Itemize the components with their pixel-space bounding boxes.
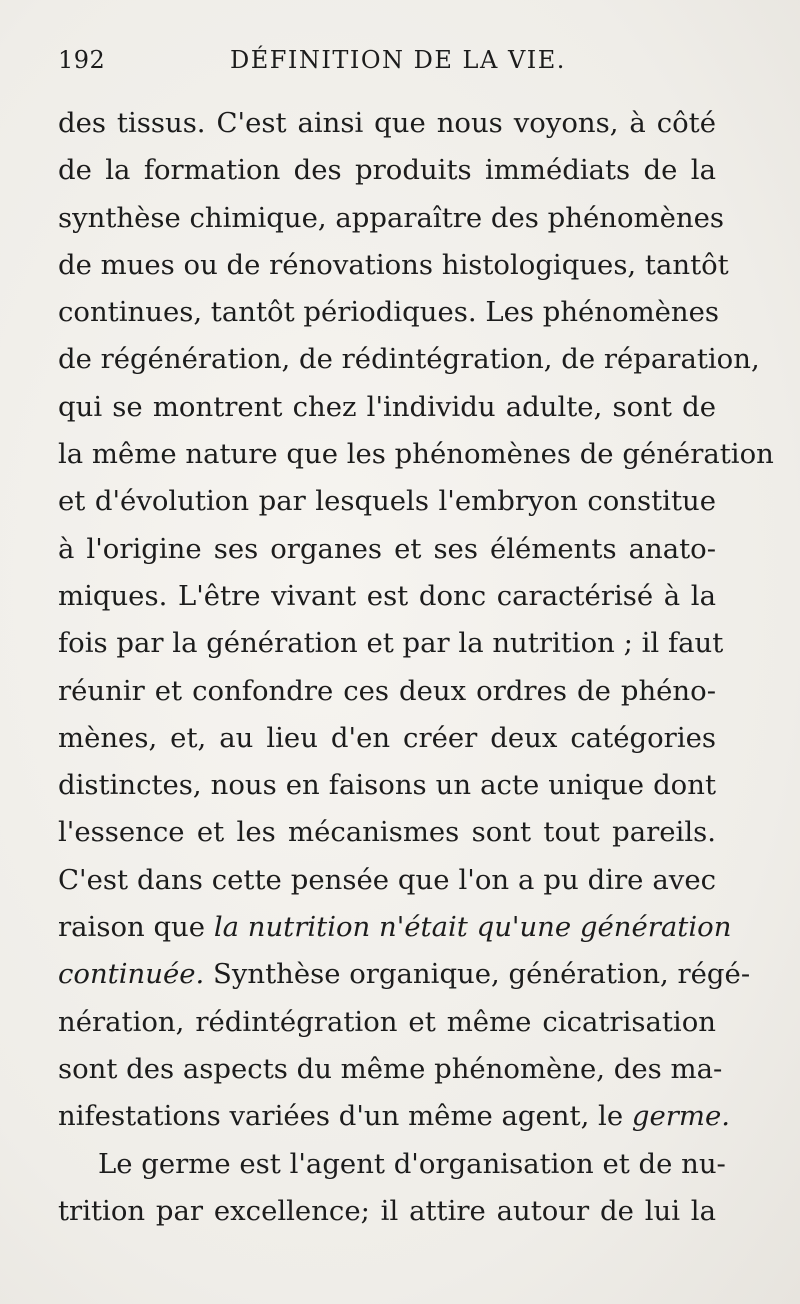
germe-italic: germe. xyxy=(631,1100,730,1133)
text-line-17: C'est dans cette pensée que l'on a pu dire avec xyxy=(58,863,716,896)
text-line-10: à l'origine ses organes et ses éléments anato- xyxy=(58,532,716,565)
text-line-12: fois par la génération et par la nutrition ; il faut xyxy=(58,627,724,660)
text-line-9: et d'évolution par lesquels l'embryon constitue xyxy=(58,485,716,518)
text-line-2: de la formation des produits immédiats de la xyxy=(58,154,716,187)
text-line-21: sont des aspects du même phénomène, des ma- xyxy=(58,1052,723,1085)
text-line-8: la même nature que les phénomènes de génération xyxy=(58,438,774,471)
text-line-6: de régénération, de rédintégration, de réparation, xyxy=(58,343,760,376)
text-line-24: trition par excellence; il attire autour de lui la xyxy=(58,1194,716,1227)
text-line-16: l'essence et les mécanismes sont tout pareils. xyxy=(58,816,716,849)
text-line-22 xyxy=(58,1093,730,1140)
text-line-19 xyxy=(58,951,751,998)
text-line-18 xyxy=(58,904,732,951)
line-19-roman: Synthèse organique, génération, régé- xyxy=(212,958,751,991)
text-line-13: réunir et confondre ces deux ordres de phéno- xyxy=(58,674,716,707)
page-header xyxy=(58,46,718,86)
text-line-20: nération, rédintégration et même cicatrisation xyxy=(58,1005,716,1038)
text-line-1: des tissus. C'est ainsi que nous voyons, à côté xyxy=(58,107,716,139)
text-line-23: Le germe est l'agent d'organisation et de nu- xyxy=(98,1147,726,1180)
text-line-4: de mues ou de rénovations histologiques, tantôt xyxy=(58,248,729,281)
line-22-roman: nifestations variées d'un même agent, le xyxy=(58,1100,624,1133)
quote-italic: la nutrition n'était qu'une génération xyxy=(213,911,732,944)
text-line-15: distinctes, nous en faisons un acte unique dont xyxy=(58,769,716,802)
quote-italic-end: continuée. xyxy=(58,958,205,991)
running-title: DÉFINITION DE LA VIE. xyxy=(230,46,566,74)
text-line-14: mènes, et, au lieu d'en créer deux catégories xyxy=(58,721,716,754)
body-text xyxy=(58,100,774,1235)
text-line-11: miques. L'être vivant est donc caractérisé à la xyxy=(58,579,716,612)
text-line-3: synthèse chimique, apparaître des phénomènes xyxy=(58,201,724,234)
text-line-5: continues, tantôt périodiques. Les phénomènes xyxy=(58,296,720,329)
page-number: 192 xyxy=(58,46,106,74)
line-18-roman: raison que xyxy=(58,911,206,944)
text-line-7: qui se montrent chez l'individu adulte, sont de xyxy=(58,390,716,423)
